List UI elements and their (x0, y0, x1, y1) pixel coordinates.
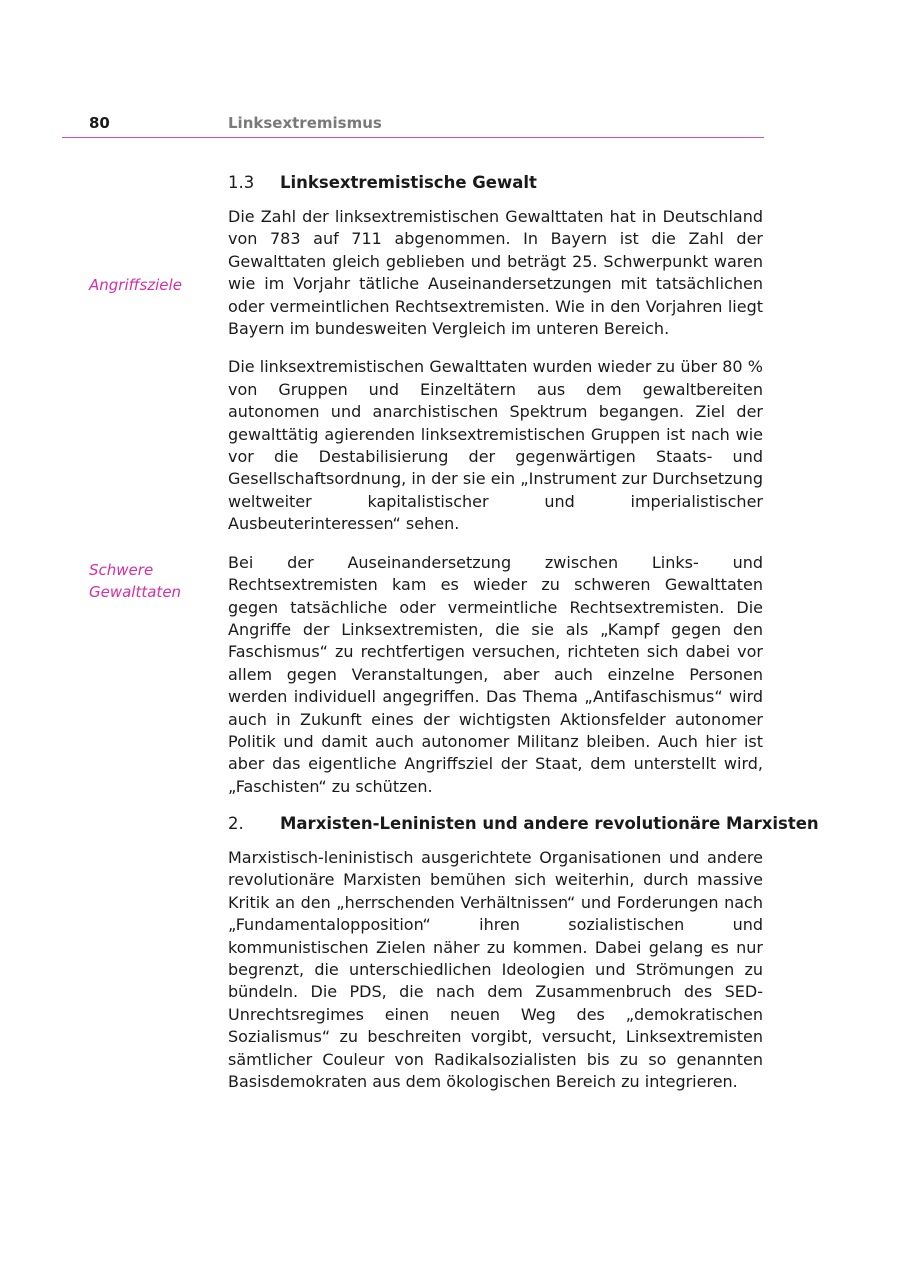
header-divider (62, 137, 764, 138)
margin-note-line: Gewalttaten (89, 583, 182, 601)
page-number: 80 (89, 114, 110, 132)
section-heading (228, 172, 763, 194)
paragraph: Marxistisch-leninistisch ausgerichtete Organisationen und andere revolutionäre Marxisten bemühen sich weiterhin, durch massive Kritik an den „herrschenden Verhältnissen“ und Forderungen nach „Fundamentalopposition“ ihren sozialistischen und kommunistischen Zielen näher zu kommen. Dabei gelang es nur begrenzt, die unterschiedlichen Ideologien und Strömungen zu bündeln. Die PDS, die nach dem Zusammenbruch des SED-Unrechtsregimes einen neuen Weg des „demokratischen Sozialismus“ zu beschreiten vorgibt, versucht, Linksextremisten sämtlicher Couleur von Radikalsozialisten bis zu so genannten Basisdemokraten aus dem ökologischen Bereich zu integrieren. (228, 848, 763, 1092)
paragraph: Die linksextremistischen Gewalttaten wurden wieder zu über 80 % von Gruppen und Einzeltätern aus dem gewaltbereiten autonomen und anarchistischen Spektrum begangen. Ziel der gewalttätig agierenden linksextremistischen Gruppen ist nach wie vor die Destabilisierung der gegenwärtigen Staats- und Gesellschaftsordnung, in der sie ein „Instrument zur Durchsetzung weltweiter kapitalistischer und imperialistischer Ausbeuterinteressen“ sehen. (228, 357, 763, 534)
section-number: 1.3 (228, 173, 255, 192)
section-title: Linksextremistische Gewalt (280, 173, 537, 192)
section-title: Marxisten-Leninisten und andere revolutionäre Marxisten (280, 814, 819, 833)
paragraph: Die Zahl der linksextremistischen Gewalttaten hat in Deutschland von 783 auf 711 abgenommen. In Bayern ist die Zahl der Gewalttaten gleich geblieben und beträgt 25. Schwerpunkt waren wie im Vorjahr tätliche Auseinandersetzungen mit tatsächlichen oder vermeintlichen Rechtsextremisten. Wie in den Vorjahren liegt Bayern im bundesweiten Vergleich im unteren Bereich. (228, 207, 763, 339)
section-1-3 (228, 172, 763, 798)
section-heading (228, 813, 819, 835)
margin-note-line: Schwere (89, 561, 154, 579)
paragraph: Bei der Auseinandersetzung zwischen Links- und Rechtsextremisten kam es wieder zu schweren Gewalttaten gegen tatsächliche oder vermeintliche Rechtsextremisten. Die Angriffe der Linksextremisten, die sie als „Kampf gegen den Faschismus“ zu rechtfertigen versuchen, richteten sich dabei vor allem gegen Veranstaltungen, aber auch einzelne Personen werden individuell angegriffen. Das Thema „Antifaschismus“ wird auch in Zukunft eines der wichtigsten Aktionsfelder autonomer Politik und damit auch autonomer Militanz bleiben. Auch hier ist aber das eigentliche Angriffsziel der Staat, dem unterstellt wird, „Faschisten“ zu schützen. (228, 552, 763, 796)
section-number: 2. (228, 814, 244, 833)
running-title: Linksextremismus (228, 114, 382, 132)
section-2 (228, 813, 819, 1093)
margin-note-angriffsziele: Angriffsziele (89, 276, 182, 294)
margin-note-schwere-gewalttaten (89, 559, 219, 603)
